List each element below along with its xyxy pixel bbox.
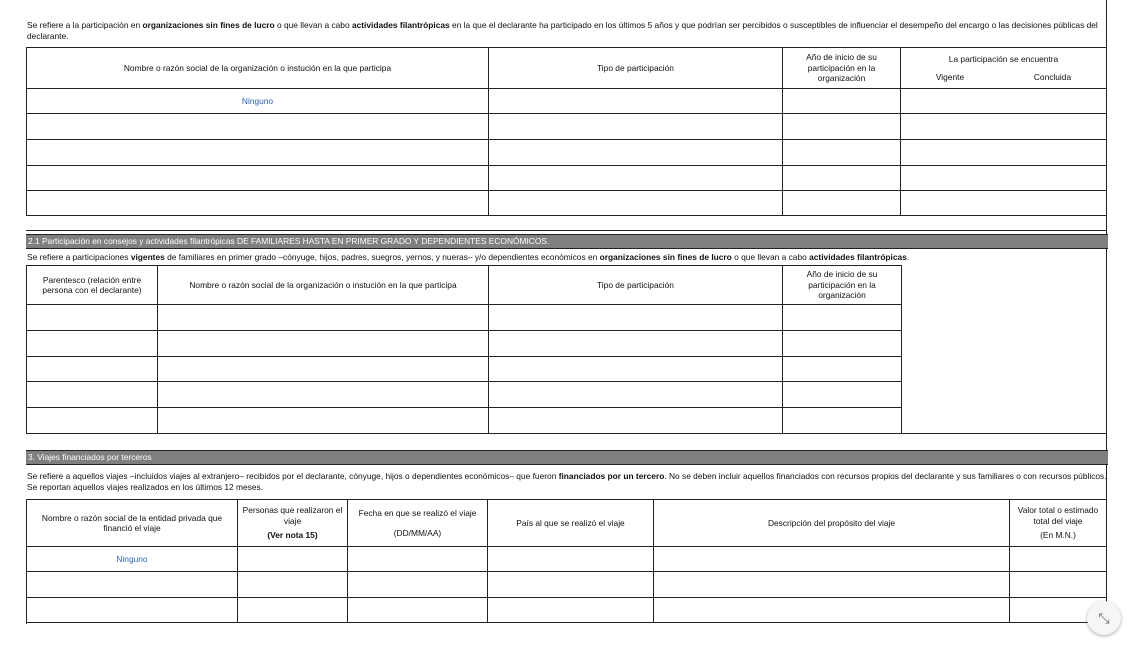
table-row — [27, 408, 902, 434]
cell-type — [489, 166, 783, 191]
section2-table — [26, 47, 1107, 216]
cell-persons — [238, 598, 348, 623]
cell-year — [783, 382, 902, 408]
header-status-label: La participación se encuentra — [948, 53, 1059, 64]
header-date — [348, 500, 488, 547]
cell-org-name — [158, 331, 489, 357]
cell-relationship — [27, 331, 158, 357]
section2-intro: Se refiere a la participación en organizaciones sin fines de lucro o que llevan a cabo actividades filantrópicas en la que el declarante ha participado en los últimos 5 años y que podrían ser percibidos o susceptibles de influenciar el desempeño del encargo o las decisiones públicas del declarante. — [27, 20, 1098, 41]
table-row — [27, 331, 902, 357]
header-start-year: Año de inicio de su participación en la organización — [783, 48, 901, 89]
table-header-row — [27, 48, 1107, 89]
collapse-icon: ⤡ — [1098, 609, 1110, 626]
cell-status — [901, 89, 1107, 114]
table-row — [27, 166, 1107, 191]
cell-year — [783, 89, 901, 114]
cell-org-name — [158, 357, 489, 382]
header-start-year: Año de inicio de su participación en la organización — [783, 266, 902, 305]
table-row — [27, 572, 1107, 598]
cell-org-name — [27, 191, 489, 216]
cell-country — [488, 547, 654, 572]
header-entity: Nombre o razón social de la entidad privada que financió el viaje — [27, 500, 238, 547]
cell-type — [489, 140, 783, 166]
divider — [26, 230, 1106, 231]
cell-org-name — [158, 305, 489, 331]
header-org-name: Nombre o razón social de la organización o instución en la que participa — [158, 266, 489, 305]
document-page — [26, 0, 1107, 624]
cell-type — [489, 191, 783, 216]
table-row — [27, 305, 902, 331]
cell-date — [348, 598, 488, 623]
cell-date — [348, 572, 488, 598]
cell-entity — [27, 598, 238, 623]
divider — [26, 433, 1106, 434]
header-persons-note: (Ver nota 15) — [267, 530, 318, 541]
cell-type — [489, 408, 783, 434]
cell-purpose — [654, 547, 1010, 572]
header-participation-type: Tipo de participación — [489, 48, 783, 89]
cell-year — [783, 140, 901, 166]
cell-type — [489, 382, 783, 408]
header-participation-type: Tipo de participación — [489, 266, 783, 305]
cell-status — [901, 166, 1107, 191]
table-row — [27, 598, 1107, 623]
cell-year — [783, 166, 901, 191]
header-persons — [238, 500, 348, 547]
header-value-unit: (En M.N.) — [1040, 530, 1076, 541]
cell-purpose — [654, 598, 1010, 623]
table-row — [27, 114, 1107, 140]
header-vigente: Vigente — [935, 72, 965, 82]
cell-status — [901, 140, 1107, 166]
cell-year — [783, 331, 902, 357]
cell-persons — [238, 547, 348, 572]
cell-value — [1010, 547, 1107, 572]
section21-blank-area — [900, 265, 1107, 433]
section3-intro: Se refiere a aquellos viajes –incluidos viajes al extranjero– recibidos por el declarante, cónyuge, hijos o dependientes económicos– que fueron financiados por un tercero. No se deben incluir aquellos financiados con recursos propios del declarante y sus familiares o con recursos públicos. Se reportan aquellos viajes realizados en los últimos 12 meses. — [27, 471, 1107, 492]
header-country: País al que se realizó el viaje — [488, 500, 654, 547]
cell-type — [489, 89, 783, 114]
cell-country — [488, 572, 654, 598]
header-date-format: (DD/MM/AA) — [393, 527, 442, 538]
header-persons-label: Personas que realizaron el viaje — [242, 505, 343, 526]
cell-relationship — [27, 305, 158, 331]
cell-org-name — [27, 140, 489, 166]
cell-org-name — [158, 408, 489, 434]
section3-title: 3. Viajes financiados por terceros — [26, 450, 1108, 465]
section21-intro: Se refiere a participaciones vigentes de familiares en primer grado –cónyuge, hijos, padres, suegros, yernos, y nueras– y/o dependientes económicos en organizaciones sin fines de lucro o que llevan a cabo actividades filantrópicas. — [27, 252, 910, 262]
cell-entity: Ninguno — [27, 547, 238, 572]
cell-year — [783, 191, 901, 216]
collapse-button[interactable] — [1087, 601, 1121, 635]
cell-org-name — [27, 114, 489, 140]
cell-year — [783, 114, 901, 140]
cell-type — [489, 357, 783, 382]
table-row — [27, 382, 902, 408]
section3-table — [26, 499, 1107, 623]
header-relationship: Parentesco (relación entre persona con el declarante) — [27, 266, 158, 305]
cell-org-name — [27, 166, 489, 191]
cell-status — [901, 114, 1107, 140]
cell-date — [348, 547, 488, 572]
table-header-row — [27, 266, 902, 305]
header-concluida: Concluida — [1033, 72, 1072, 82]
table-row — [27, 547, 1107, 572]
cell-persons — [238, 572, 348, 598]
cell-org-name — [158, 382, 489, 408]
cell-year — [783, 357, 902, 382]
header-date-label: Fecha en que se realizó el viaje — [358, 508, 477, 518]
table-row — [27, 357, 902, 382]
table-row — [27, 191, 1107, 216]
header-purpose: Descripción del propósito del viaje — [654, 500, 1010, 547]
cell-year — [783, 408, 902, 434]
section21-table — [26, 265, 902, 434]
cell-relationship — [27, 382, 158, 408]
table-row — [27, 140, 1107, 166]
cell-value — [1010, 572, 1107, 598]
table-header-row — [27, 500, 1107, 547]
header-value — [1010, 500, 1107, 547]
cell-year — [783, 305, 902, 331]
cell-type — [489, 305, 783, 331]
cell-status — [901, 191, 1107, 216]
cell-type — [489, 331, 783, 357]
cell-entity — [27, 572, 238, 598]
header-status — [901, 48, 1107, 89]
header-org-name: Nombre o razón social de la organización o instución en la que participa — [27, 48, 489, 89]
table-row — [27, 89, 1107, 114]
cell-type — [489, 114, 783, 140]
header-value-label: Valor total o estimado total del viaje — [1017, 505, 1099, 526]
cell-org-name: Ninguno — [27, 89, 489, 114]
cell-relationship — [27, 408, 158, 434]
section21-title: 2.1 Participación en consejos y actividades filantrópicas DE FAMILIARES HASTA EN PRIMER GRADO Y DEPENDIENTES ECONÓMICOS. — [26, 234, 1108, 249]
cell-country — [488, 598, 654, 623]
cell-purpose — [654, 572, 1010, 598]
cell-relationship — [27, 357, 158, 382]
